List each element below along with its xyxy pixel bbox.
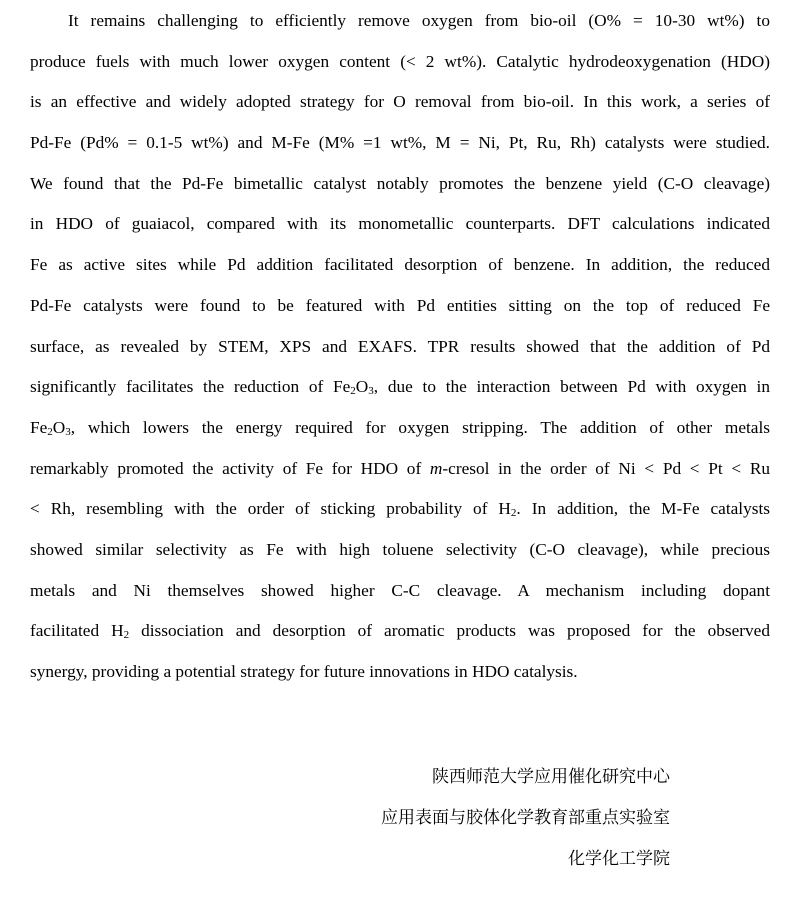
text-segment: synergy, providing a potential strategy for future innovations in HDO catalysis. bbox=[30, 662, 578, 681]
text-segment: O bbox=[52, 417, 66, 437]
subscript: 2 bbox=[350, 385, 356, 398]
abstract-line bbox=[30, 47, 770, 88]
abstract-line bbox=[30, 169, 770, 210]
text-segment: , due to the interaction between Pd with oxygen in bbox=[373, 377, 770, 397]
text-segment: significantly facilitates the reduction of Fe bbox=[30, 377, 351, 397]
text-segment: showed similar selectivity as Fe with high toluene selectivity (C-O cleavage), while precious bbox=[30, 539, 770, 559]
abstract-line bbox=[30, 209, 770, 250]
subscript: 3 bbox=[368, 385, 374, 398]
affiliations bbox=[381, 762, 670, 885]
subscript: 2 bbox=[47, 425, 53, 438]
text-segment: dissociation and desorption of aromatic products was proposed for the observed bbox=[129, 621, 770, 641]
text-segment: Pd-Fe (Pd% = 0.1-5 wt%) and M-Fe (M% =1 wt%, M = Ni, Pt, Ru, Rh) catalysts were studied. bbox=[30, 133, 770, 153]
abstract-line bbox=[30, 576, 770, 617]
text-segment: is an effective and widely adopted strategy for O removal from bio-oil. In this work, a series of bbox=[30, 92, 770, 112]
abstract-line bbox=[30, 332, 770, 373]
subscript: 2 bbox=[510, 507, 517, 520]
affiliation-school: 化学化工学院 bbox=[568, 849, 670, 869]
text-segment: We found that the Pd-Fe bimetallic catalyst notably promotes the benzene yield (C-O cleavage) bbox=[30, 173, 770, 193]
text-segment: in HDO of guaiacol, compared with its monometallic counterparts. DFT calculations indicated bbox=[30, 214, 770, 234]
text-segment: produce fuels with much lower oxygen content (< 2 wt%). Catalytic hydrodeoxygenation (HDO) bbox=[30, 51, 770, 71]
text-segment: . In addition, the M-Fe catalysts bbox=[516, 499, 770, 519]
abstract-line bbox=[30, 454, 770, 495]
abstract-line bbox=[30, 128, 770, 169]
subscript: 3 bbox=[65, 425, 71, 438]
abstract-line bbox=[30, 413, 770, 454]
text-segment: facilitated H bbox=[30, 621, 124, 641]
text-segment: metals and Ni themselves showed higher C-C cleavage. A mechanism including dopant bbox=[30, 580, 770, 600]
abstract-line bbox=[30, 535, 770, 576]
abstract-line bbox=[30, 87, 770, 128]
abstract-line bbox=[30, 291, 770, 332]
text-segment: Pd-Fe catalysts were found to be featured with Pd entities sitting on the top of reduced Fe bbox=[30, 295, 770, 315]
text-segment: < Rh, resembling with the order of sticking probability of H bbox=[30, 499, 511, 519]
text-segment: -cresol in the order of Ni < Pd < Pt < Ru bbox=[442, 458, 770, 478]
abstract-line bbox=[30, 657, 770, 698]
abstract-line bbox=[30, 250, 770, 291]
text-segment: remarkably promoted the activity of Fe for HDO of bbox=[30, 458, 430, 478]
abstract-line bbox=[30, 372, 770, 413]
text-segment: m bbox=[429, 458, 443, 478]
text-segment: It remains challenging to efficiently remove oxygen from bio-oil (O% = 10-30 wt%) to bbox=[68, 11, 770, 30]
abstract-line bbox=[30, 616, 770, 657]
text-segment: Fe bbox=[30, 417, 48, 437]
text-segment: O bbox=[355, 377, 369, 397]
abstract-line bbox=[30, 494, 770, 535]
subscript: 2 bbox=[123, 629, 130, 642]
text-segment: surface, as revealed by STEM, XPS and EXAFS. TPR results showed that the addition of Pd bbox=[30, 336, 770, 356]
text-segment: , which lowers the energy required for oxygen stripping. The addition of other metals bbox=[70, 417, 770, 437]
affiliation-lab: 应用表面与胶体化学教育部重点实验室 bbox=[381, 808, 670, 828]
text-segment: Fe as active sites while Pd addition facilitated desorption of benzene. In addition, the reduced bbox=[30, 255, 770, 275]
affiliation-center: 陕西师范大学应用催化研究中心 bbox=[432, 767, 670, 787]
abstract-paragraph bbox=[30, 6, 770, 698]
abstract-line bbox=[30, 6, 770, 47]
